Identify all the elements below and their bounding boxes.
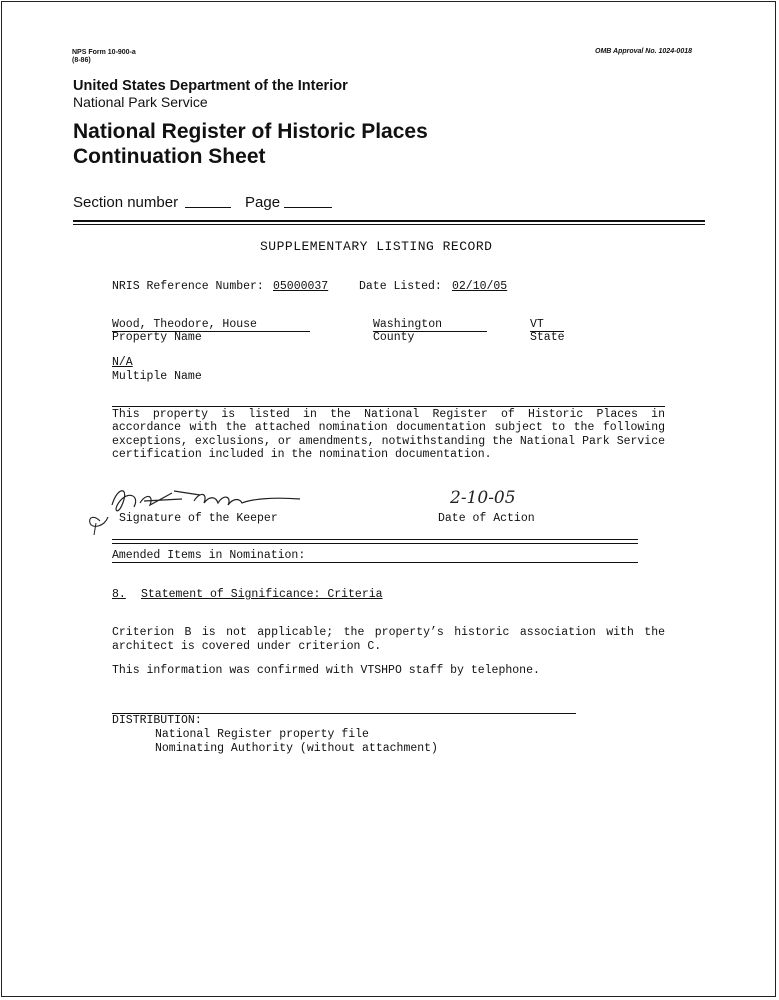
page-subtitle: Continuation Sheet (73, 145, 266, 168)
multiple-name-value: N/A (112, 356, 133, 369)
state-label: State (530, 331, 565, 344)
page-number-blank (284, 207, 332, 208)
section-number-label: Section number (73, 194, 179, 211)
county-label: County (373, 331, 415, 344)
section-number-blank (185, 207, 231, 208)
certification-rule (112, 406, 665, 407)
property-name-value: Wood, Theodore, House (112, 318, 257, 331)
distribution-label: DISTRIBUTION: (112, 714, 202, 727)
date-listed-label: Date Listed: (359, 280, 442, 293)
form-number-text: NPS Form 10-900-a (72, 49, 136, 56)
county-value: Washington (373, 318, 443, 331)
page-title: National Register of Historic Places (73, 120, 428, 143)
keeper-signature-icon (82, 475, 312, 535)
nris-value: 05000037 (273, 280, 329, 293)
state-value: VT (530, 318, 544, 331)
confirmation-text: This information was confirmed with VTSHPO staff by telephone. (112, 664, 540, 677)
form-revision-text: (8-86) (72, 57, 91, 64)
department-name: United States Department of the Interior (73, 78, 348, 94)
agency-name: National Park Service (73, 94, 208, 110)
distribution-item: National Register property file (155, 728, 369, 741)
section-item-number: 8. (112, 588, 126, 601)
multiple-name-label: Multiple Name (112, 370, 202, 383)
criterion-text: Criterion B is not applicable; the property’s historic association with the architect is covered under criterion C. (112, 626, 665, 653)
nris-label: NRIS Reference Number: (112, 280, 264, 293)
section-item-title: Statement of Significance: Criteria (141, 588, 383, 601)
signature-label: Signature of the Keeper (119, 512, 278, 525)
header-rule-thick (73, 220, 705, 222)
action-date-text: 2-10-05 (450, 488, 516, 508)
record-heading: SUPPLEMENTARY LISTING RECORD (260, 239, 493, 254)
double-rule (112, 539, 638, 544)
page-label: Page (245, 194, 281, 211)
form-number (72, 49, 136, 65)
amended-items-rule (112, 562, 638, 563)
property-name-label: Property Name (112, 331, 202, 344)
certification-text: This property is listed in the National Register of Historic Places in accordance with the attached nomination documentation subject to the following exceptions, exclusions, or amendments, notwithstanding the National Park Service certification included in the nomination documentation. (112, 408, 665, 461)
action-date-handwritten (448, 485, 548, 511)
date-listed-value: 02/10/05 (452, 280, 508, 293)
omb-approval: OMB Approval No. 1024-0018 (595, 48, 692, 55)
header-rule-thin (73, 224, 705, 225)
amended-items-label: Amended Items in Nomination: (112, 549, 306, 562)
date-of-action-label: Date of Action (438, 512, 535, 525)
distribution-item: Nominating Authority (without attachment) (155, 742, 438, 755)
